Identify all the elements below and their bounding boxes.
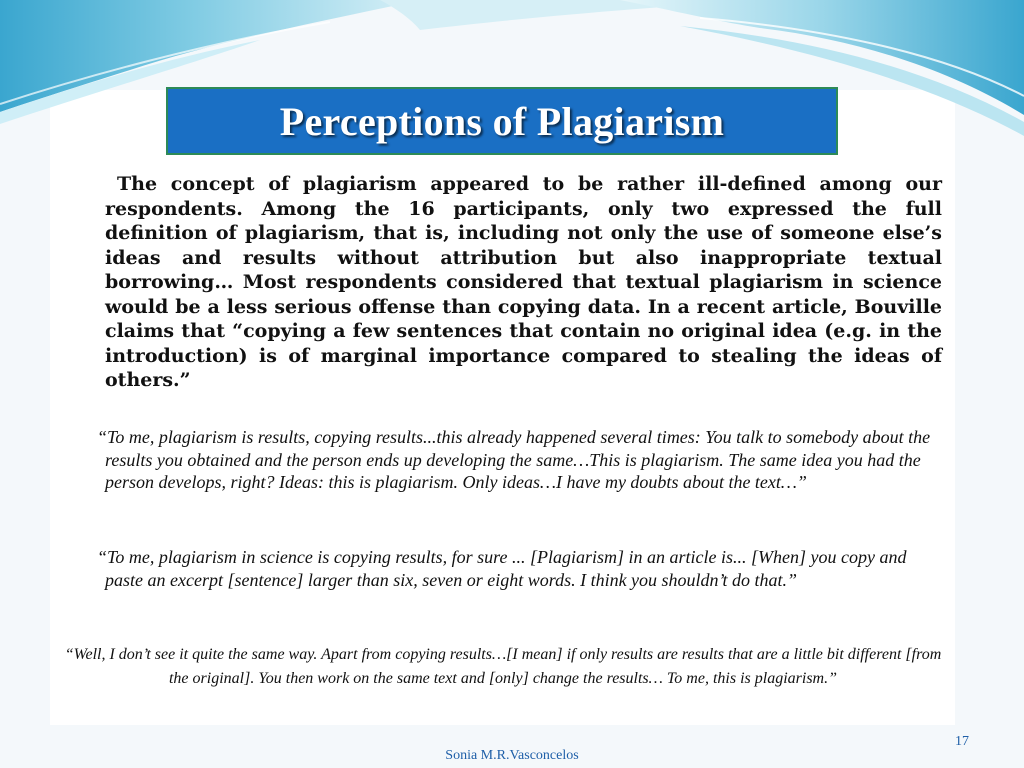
main-paragraph: The concept of plagiarism appeared to be rather ill-defined among our respondents. Among the 16 participants, only two expressed the full definition of plagiarism, that is, including not only the use of someone else’s ideas and results without attribution but also inappropriate textual borrowing… Most respondents considered that textual plagiarism in science would be a less serious offense than copying data. In a recent article, Bouville claims that “copying a few sentences that contain no original idea (e.g. in the introduction) is of marginal importance compared to stealing the ideas of others.” (105, 173, 942, 391)
page-number: 17 (955, 734, 969, 749)
quote-3: “Well, I don’t see it quite the same way. Apart from copying results…[I mean] if only results are results that are a little bit different [from the original]. You then work on the same text and [only] change the results… To me, this is plagiarism.” (64, 646, 942, 687)
quote-2: “To me, plagiarism in science is copying results, for sure ... [Plagiarism] in an article is... [When] you copy and paste an excerpt [sentence] larger than six, seven or eight words. I think you shouldn’t do that.” (97, 547, 907, 590)
slide-title: Perceptions of Plagiarism (279, 98, 725, 144)
quote-1: “To me, plagiarism is results, copying results...this already happened several times: You talk to somebody about the results you obtained and the person ends up developing the same…This is plagiarism. The same idea you had the person develops, right? Ideas: this is plagiarism. Only ideas…I have my doubts about the text…” (97, 427, 931, 492)
title-banner (166, 87, 838, 155)
footer-author: Sonia M.R.Vasconcelos (445, 748, 579, 763)
